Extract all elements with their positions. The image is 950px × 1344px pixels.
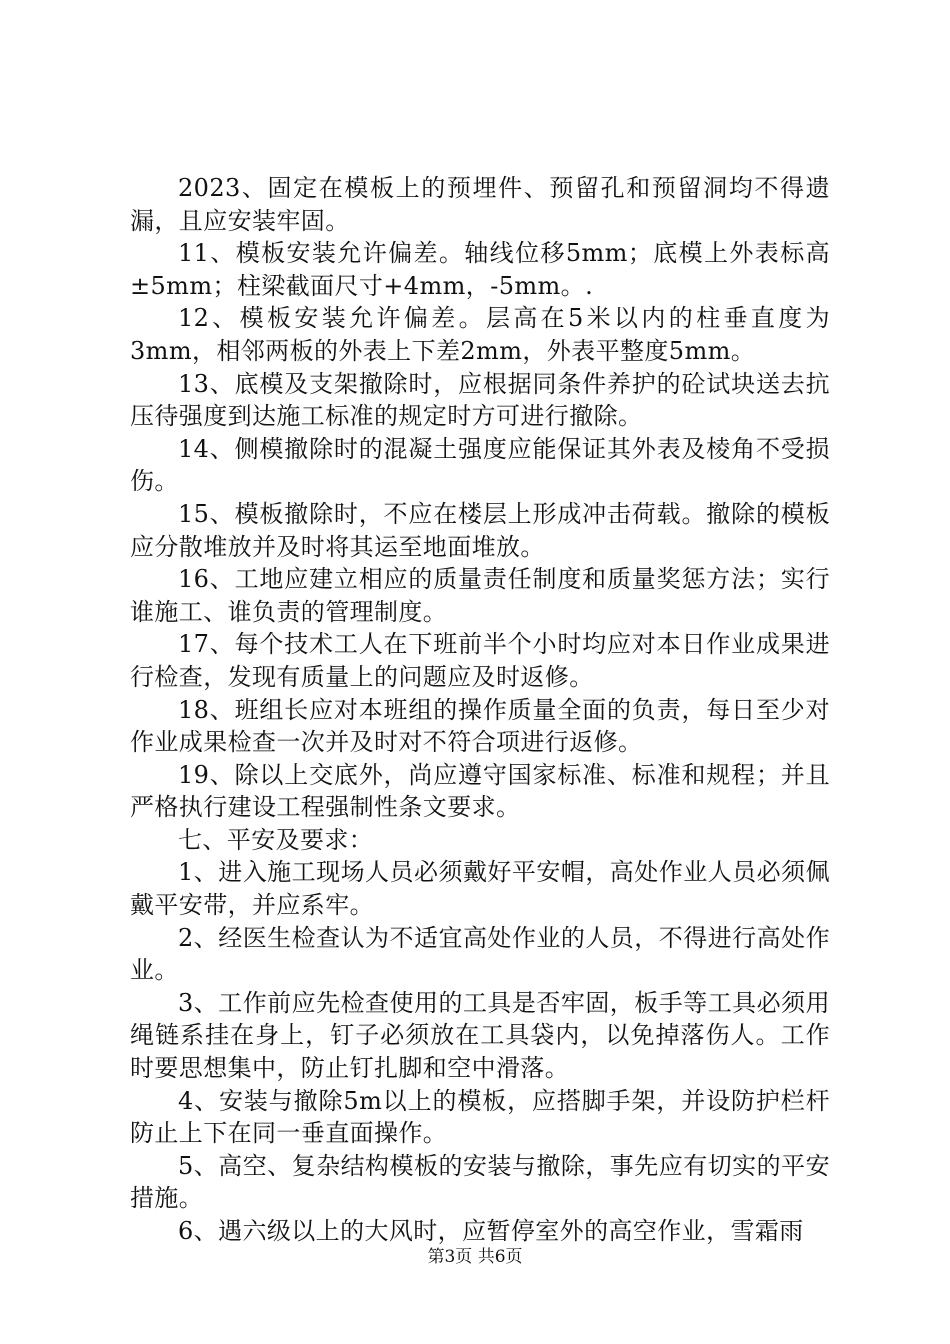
safety-item-1: 1、进入施工现场人员必须戴好平安帽，高处作业人员必须佩戴平安带，并应系牢。 — [130, 858, 830, 920]
paragraph-18: 18、班组长应对本班组的操作质量全面的负责，每日至少对作业成果检查一次并及时对不符合项进行返修。 — [130, 695, 830, 757]
paragraph-17: 17、每个技术工人在下班前半个小时均应对本日作业成果进行检查，发现有质量上的问题应及时返修。 — [130, 630, 830, 691]
safety-item-6: 6、遇六级以上的大风时，应暂停室外的高空作业，雪霜雨 — [178, 1217, 804, 1245]
document-body — [130, 172, 830, 1248]
paragraph-2023: 2023、固定在模板上的预埋件、预留孔和预留洞均不得遗漏，且应安装牢固。 — [130, 174, 830, 235]
safety-item-4: 4、安装与撤除5m以上的模板，应搭脚手架，并设防护栏杆防止上下在同一垂直面操作。 — [130, 1086, 830, 1148]
safety-item-2: 2、经医生检查认为不适宜高处作业的人员，不得进行高处作业。 — [130, 923, 830, 985]
paragraph-15: 15、模板撤除时，不应在楼层上形成冲击荷载。撤除的模板应分散堆放并及时将其运至地面堆放。 — [130, 499, 830, 561]
paragraph-11: 11、模板安装允许偏差。轴线位移5mm；底模上外表标高±5mm；柱梁截面尺寸+4mm，-5mm。. — [130, 239, 830, 300]
section-heading-safety: 七、平安及要求： — [178, 825, 374, 854]
paragraph-12: 12、模板安装允许偏差。层高在5米以内的柱垂直度为3mm，相邻两板的外表上下差2mm，外表平整度5mm。 — [130, 304, 830, 365]
paragraph-19: 19、除以上交底外，尚应遵守国家标准、标准和规程；并且严格执行建设工程强制性条文要求。 — [130, 760, 830, 822]
paragraph-13: 13、底模及支架撤除时，应根据同条件养护的砼试块送去抗压待强度到达施工标准的规定时方可进行撤除。 — [130, 369, 830, 431]
safety-item-3: 3、工作前应先检查使用的工具是否牢固，板手等工具必须用绳链系挂在身上，钉子必须放在工具袋内，以免掉落伤人。工作时要思想集中，防止钉扎脚和空中滑落。 — [130, 988, 830, 1083]
paragraph-16: 16、工地应建立相应的质量责任制度和质量奖惩方法；实行谁施工、谁负责的管理制度。 — [130, 565, 830, 626]
safety-item-5: 5、高空、复杂结构模板的安装与撤除，事先应有切实的平安措施。 — [130, 1151, 830, 1213]
page-number-footer: 第3页 共6页 — [427, 1247, 523, 1267]
paragraph-14: 14、侧模撤除时的混凝土强度应能保证其外表及棱角不受损伤。 — [130, 434, 830, 496]
